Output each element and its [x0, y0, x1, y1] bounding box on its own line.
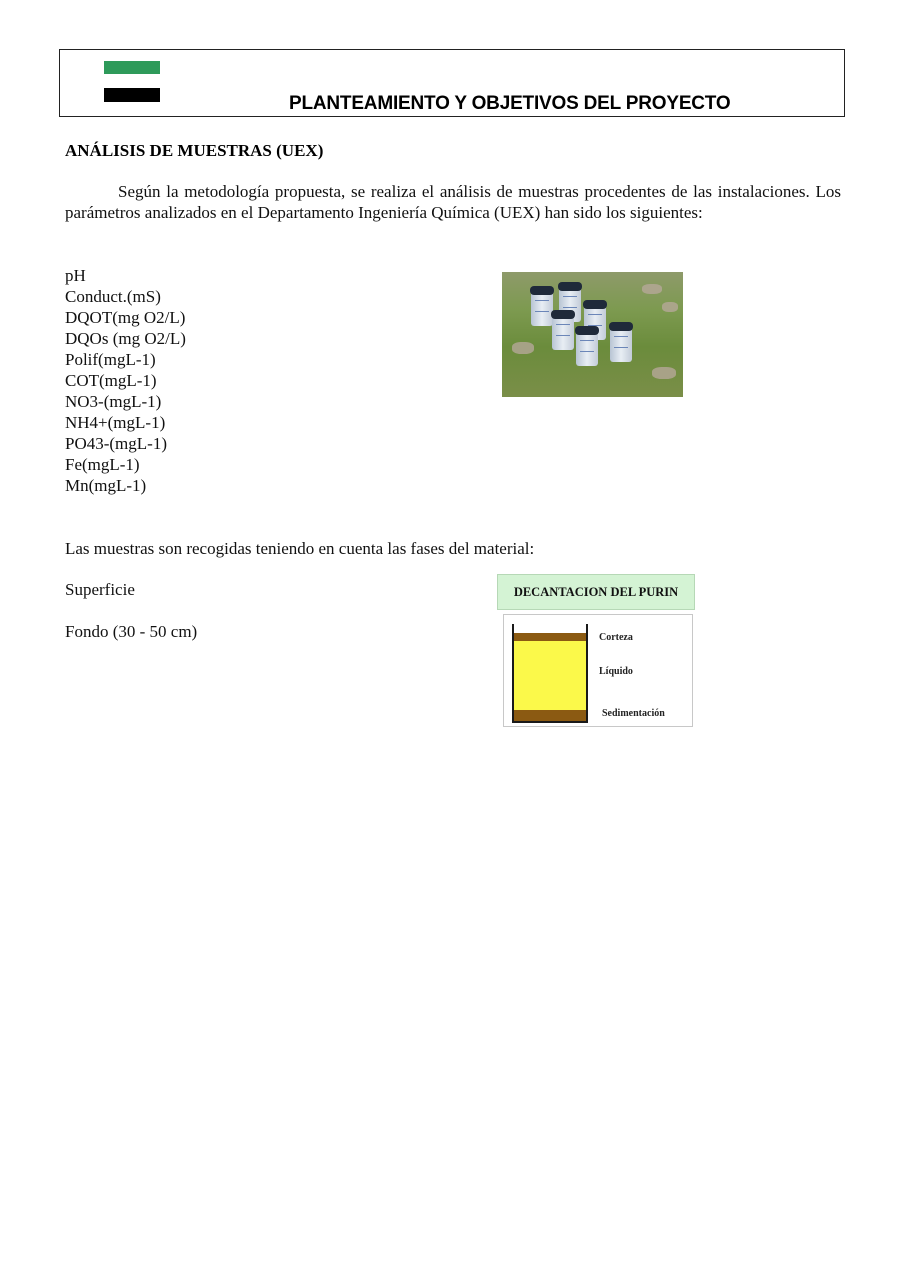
phase-bottom: Fondo (30 - 50 cm): [65, 622, 198, 641]
flag-black-stripe: [104, 88, 160, 102]
label-crust: Corteza: [599, 632, 633, 643]
parameter-item: PO43-(mgL-1): [65, 434, 167, 453]
sediment-layer: [514, 710, 586, 721]
diagram-title: DECANTACION DEL PURIN: [497, 574, 695, 610]
flag-green-stripe: [104, 61, 160, 74]
parameter-item: pH: [65, 266, 86, 285]
sample-jar: [610, 328, 632, 362]
photo-stone: [512, 342, 534, 354]
crust-layer: [514, 633, 586, 641]
photo-stone: [642, 284, 662, 294]
header-title: PLANTEAMIENTO Y OBJETIVOS DEL PROYECTO: [289, 93, 731, 114]
parameter-item: DQOs (mg O2/L): [65, 329, 186, 348]
page-header: [59, 49, 845, 117]
tank: [512, 624, 588, 723]
phase-surface: Superficie: [65, 580, 135, 599]
parameter-item: NO3-(mgL-1): [65, 392, 162, 411]
intro-paragraph: Según la metodología propuesta, se realiza el análisis de muestras procedentes de las instalaciones. Los parámetros analizados en el Departamento Ingeniería Química (UEX) han sido los siguientes:: [65, 182, 841, 222]
decantation-diagram: [503, 614, 693, 727]
sample-jar: [552, 316, 574, 350]
parameter-item: Mn(mgL-1): [65, 476, 147, 495]
parameter-item: COT(mgL-1): [65, 371, 157, 390]
sample-jars-photo: [502, 272, 683, 397]
sample-jar: [531, 292, 553, 326]
label-liquid: Líquido: [599, 666, 633, 677]
photo-stone: [652, 367, 676, 379]
sample-jar: [576, 332, 598, 366]
parameter-list: [65, 265, 186, 496]
parameter-item: Polif(mgL-1): [65, 350, 156, 369]
photo-stone: [662, 302, 678, 312]
parameter-item: NH4+(mgL-1): [65, 413, 166, 432]
liquid-layer: [514, 641, 586, 711]
closing-text: Las muestras son recogidas teniendo en cuenta las fases del material:: [65, 539, 535, 558]
parameter-item: Fe(mgL-1): [65, 455, 140, 474]
parameter-item: DQOT(mg O2/L): [65, 308, 186, 327]
section-title: ANÁLISIS DE MUESTRAS (UEX): [65, 141, 324, 160]
label-sediment: Sedimentación: [602, 708, 665, 719]
parameter-item: Conduct.(mS): [65, 287, 161, 306]
